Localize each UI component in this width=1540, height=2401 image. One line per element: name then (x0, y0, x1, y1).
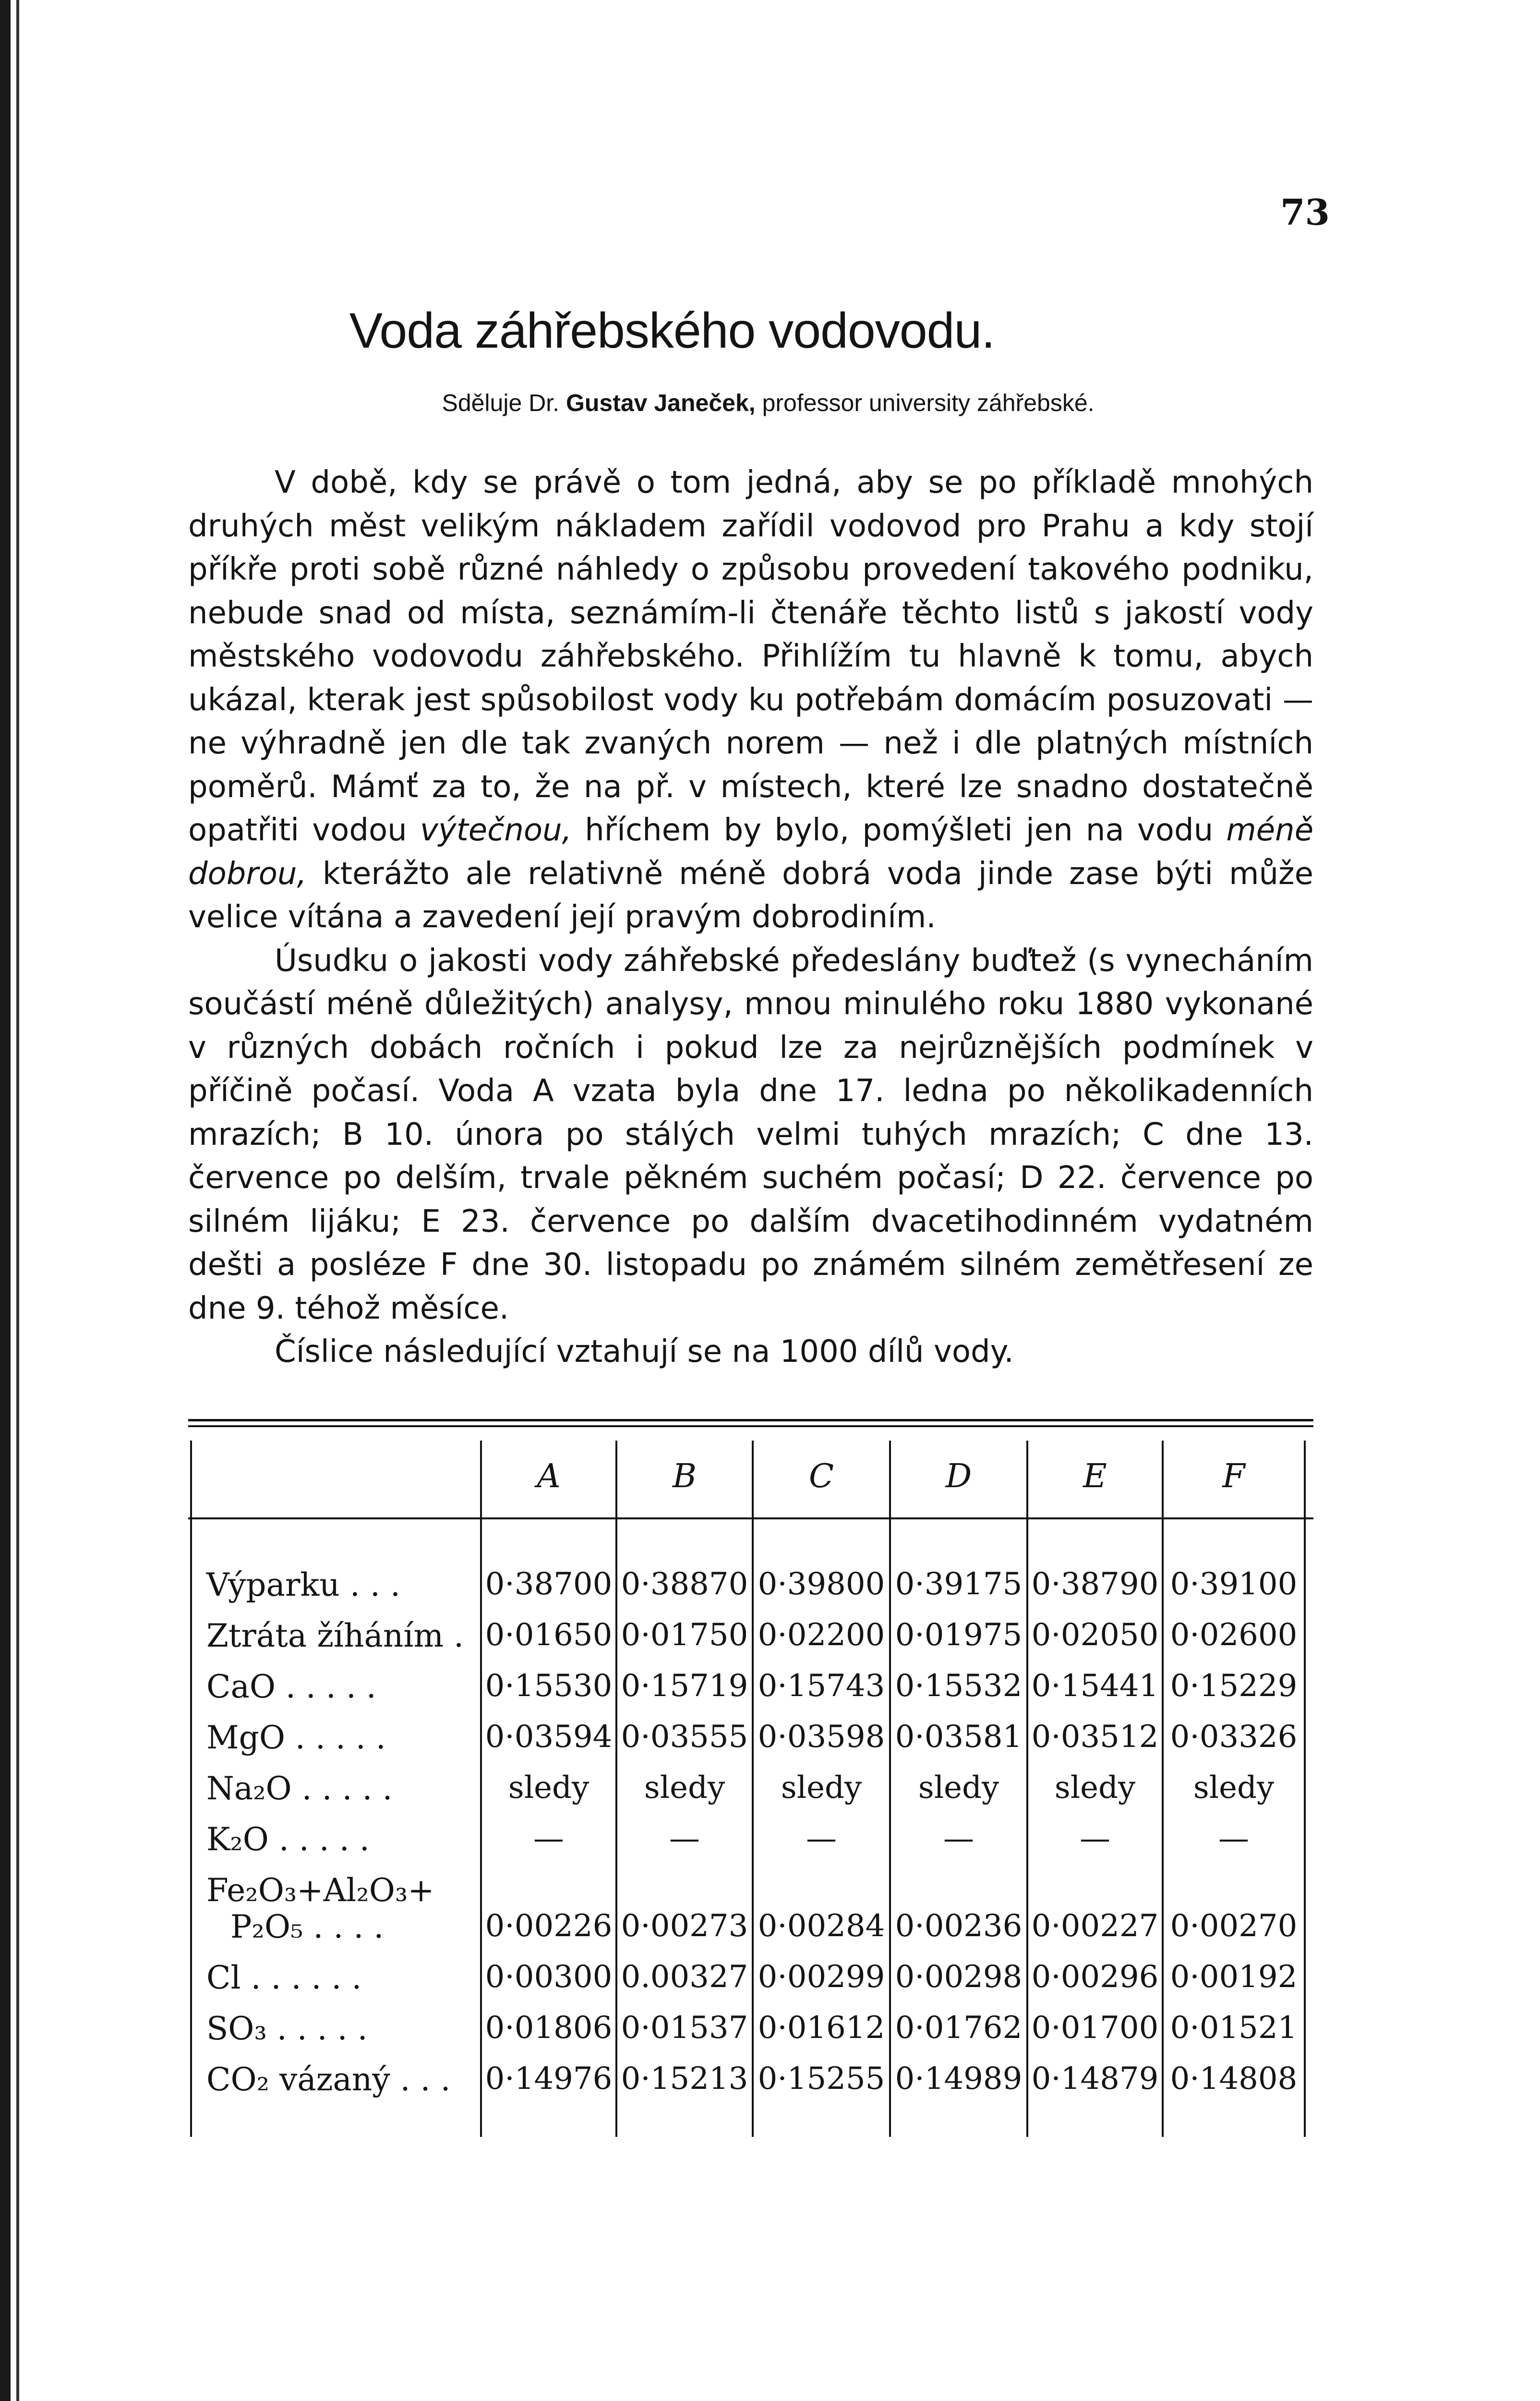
table-cell: 0·00270 (1170, 1908, 1298, 1944)
row-label-cao: CaO . . . . . (206, 1668, 376, 1705)
table-cell: 0·39100 (1170, 1566, 1298, 1602)
table-cell: — (533, 1821, 564, 1856)
row-label-cl: Cl . . . . . . (206, 1959, 362, 1996)
paragraph-3: Číslice následující vztahují se na 1000 dílů vody. (275, 1334, 1014, 1370)
table-cell: 0·01537 (621, 2010, 748, 2046)
table-cell: 0·03512 (1031, 1719, 1159, 1755)
table-cell: 0·02600 (1170, 1617, 1298, 1653)
paragraph-1 (188, 461, 1313, 939)
table-cell: 0·00298 (895, 1959, 1023, 1995)
row-label-mgo: MgO . . . . . (206, 1719, 386, 1756)
table-cell: 0·03555 (621, 1719, 748, 1755)
table-cell: 0·01650 (485, 1617, 613, 1653)
article-title: Voda záhřebského vodovodu. (349, 303, 995, 359)
article-body (188, 461, 1313, 1374)
table-cell: — (806, 1821, 837, 1856)
table-cell: 0·38790 (1031, 1566, 1159, 1602)
table-cell: 0·00192 (1170, 1959, 1298, 1995)
table-cell: 0·02200 (758, 1617, 885, 1653)
page-edge-line (16, 0, 19, 2401)
table-cell: — (1218, 1821, 1249, 1856)
table-cell: — (1080, 1821, 1110, 1856)
table-vline (190, 1441, 192, 2137)
table-rule-top-second (188, 1425, 1313, 1427)
table-cell: 0·15532 (895, 1668, 1023, 1704)
table-cell: sledy (918, 1770, 999, 1806)
table-cell: sledy (781, 1770, 862, 1806)
table-cell: 0·03581 (895, 1719, 1023, 1755)
row-label-fe2o3-line2: P₂O₅ . . . . (230, 1908, 384, 1945)
table-cell: 0·01700 (1031, 2010, 1159, 2046)
column-header-b: B (673, 1457, 697, 1495)
table-cell: 0·15719 (621, 1668, 748, 1704)
column-header-c: C (808, 1457, 834, 1495)
byline-suffix: professor university záhřebské. (762, 389, 1095, 416)
paragraph-1-part3: kterážto ale relativně méně dobrá voda jinde zase býti může velice vítána a zavedení její pravým dobrodiním. (188, 856, 1314, 935)
table-cell: 0·01750 (621, 1617, 748, 1653)
table-cell: 0·38700 (485, 1566, 613, 1602)
byline-author: Gustav Janeček, (565, 389, 756, 416)
column-header-a: A (537, 1457, 561, 1495)
table-cell: 0·03326 (1170, 1719, 1298, 1755)
paragraph-1-part2: hříchem by bylo, pomýšleti jen na vodu (585, 812, 1214, 848)
paragraph-2: Úsudku o jakosti vody záhřebské předeslány buďtež (s vynecháním součástí méně důležitých) analysy, mnou minulého roku 1880 vykonané v různých dobách ročních i pokud lze za nejrůznějších podmínek v příčině počasí. Voda A vzata byla dne 17. ledna po několikadenních mrazích; B 10. února po stálých velmi tuhých mrazích; C dne 13. července po delším, trvale pěkném suchém počasí; D 22. července po silném lijáku; E 23. července po dalším dvacetihodinném vydatném dešti a posléze F dne 30. listopadu po známém silném zemětřesení ze dne 9. téhož měsíce. (188, 943, 1313, 1326)
table-cell: 0·00227 (1031, 1908, 1159, 1944)
table-cell: 0·14989 (895, 2061, 1023, 2097)
table-cell: 0·01975 (895, 1617, 1023, 1653)
table-cell: 0·38870 (621, 1566, 748, 1602)
table-cell: sledy (644, 1770, 725, 1806)
row-label-na2o: Na₂O . . . . . (206, 1770, 393, 1807)
table-cell: 0·01806 (485, 2010, 613, 2046)
table-cell: 0·03594 (485, 1719, 613, 1755)
table-cell: 0·14879 (1031, 2061, 1159, 2097)
column-header-e: E (1083, 1457, 1107, 1495)
table-cell: 0·15530 (485, 1668, 613, 1704)
column-header-f: F (1222, 1457, 1245, 1495)
table-cell: 0·00284 (758, 1908, 885, 1944)
table-cell: 0·14976 (485, 2061, 613, 2097)
row-label-so3: SO₃ . . . . . (206, 2010, 368, 2047)
table-cell: 0.00327 (621, 1959, 748, 1995)
table-cell: — (943, 1821, 974, 1856)
byline-prefix: Sděluje Dr. (442, 389, 560, 416)
row-label-fe2o3-line1: Fe₂O₃+Al₂O₃+ (206, 1872, 434, 1909)
table-cell: 0·15213 (621, 2061, 748, 2097)
table-cell: 0·14808 (1170, 2061, 1298, 2097)
table-cell: 0·00296 (1031, 1959, 1159, 1995)
row-label-co2: CO₂ vázaný . . . (206, 2061, 451, 2098)
column-header-d: D (945, 1457, 972, 1495)
paragraph-1-emphasis-1: výtečnou, (420, 812, 572, 848)
table-cell: 0·15229 (1170, 1668, 1298, 1704)
table-cell: 0·00226 (485, 1908, 613, 1944)
table-cell: 0·01612 (758, 2010, 885, 2046)
page-edge (0, 0, 11, 2401)
table-cell: 0·01521 (1170, 2010, 1298, 2046)
table-cell: 0·00299 (758, 1959, 885, 1995)
byline (230, 389, 1306, 417)
table-cell: sledy (1054, 1770, 1136, 1806)
table-cell: 0·02050 (1031, 1617, 1159, 1653)
table-cell: 0·39800 (758, 1566, 885, 1602)
table-cell: 0·15255 (758, 2061, 885, 2097)
table-cell: 0·01762 (895, 2010, 1023, 2046)
row-label-ztrata: Ztráta žíháním . (206, 1617, 464, 1654)
row-label-k2o: K₂O . . . . . (206, 1821, 370, 1858)
row-label-vyparku: Výparku . . . (206, 1566, 400, 1603)
table-cell: 0·15743 (758, 1668, 885, 1704)
table-cell: 0·39175 (895, 1566, 1023, 1602)
table-rule-top (188, 1419, 1313, 1421)
page-number: 73 (1280, 192, 1330, 233)
table-cell: sledy (1193, 1770, 1275, 1806)
table-cell: sledy (508, 1770, 590, 1806)
table-cell: 0·00273 (621, 1908, 748, 1944)
paragraph-1-part1: V době, kdy se právě o tom jedná, aby se po příkladě mnohých druhých měst velikým nákladem zařídil vodovod pro Prahu a kdy stojí příkře proti sobě různé náhledy o způsobu provedení takového podniku, nebude snad od místa, seznámím-li čtenáře těchto listů s jakostí vody městského vodovodu záhřebského. Přihlížím tu hlavně k tomu, abych ukázal, kterak jest spůsobilost vody ku potřebám domácím posuzovati — ne výhradně jen dle tak zvaných norem — než i dle platných místních poměrů. Mámť za to, že na př. v místech, které lze snadno dostatečně opatřiti vodou (188, 465, 1313, 848)
table-vline (1304, 1441, 1306, 2137)
table-cell: 0·00300 (485, 1959, 613, 1995)
table-cell: 0·00236 (895, 1908, 1023, 1944)
table-cell: 0·03598 (758, 1719, 885, 1755)
table-rule-header (188, 1517, 1313, 1519)
table-cell: — (669, 1821, 700, 1856)
table-cell: 0·15441 (1031, 1668, 1159, 1704)
paragraph-1-emphasis-2: méně dobrou, (188, 812, 1314, 892)
